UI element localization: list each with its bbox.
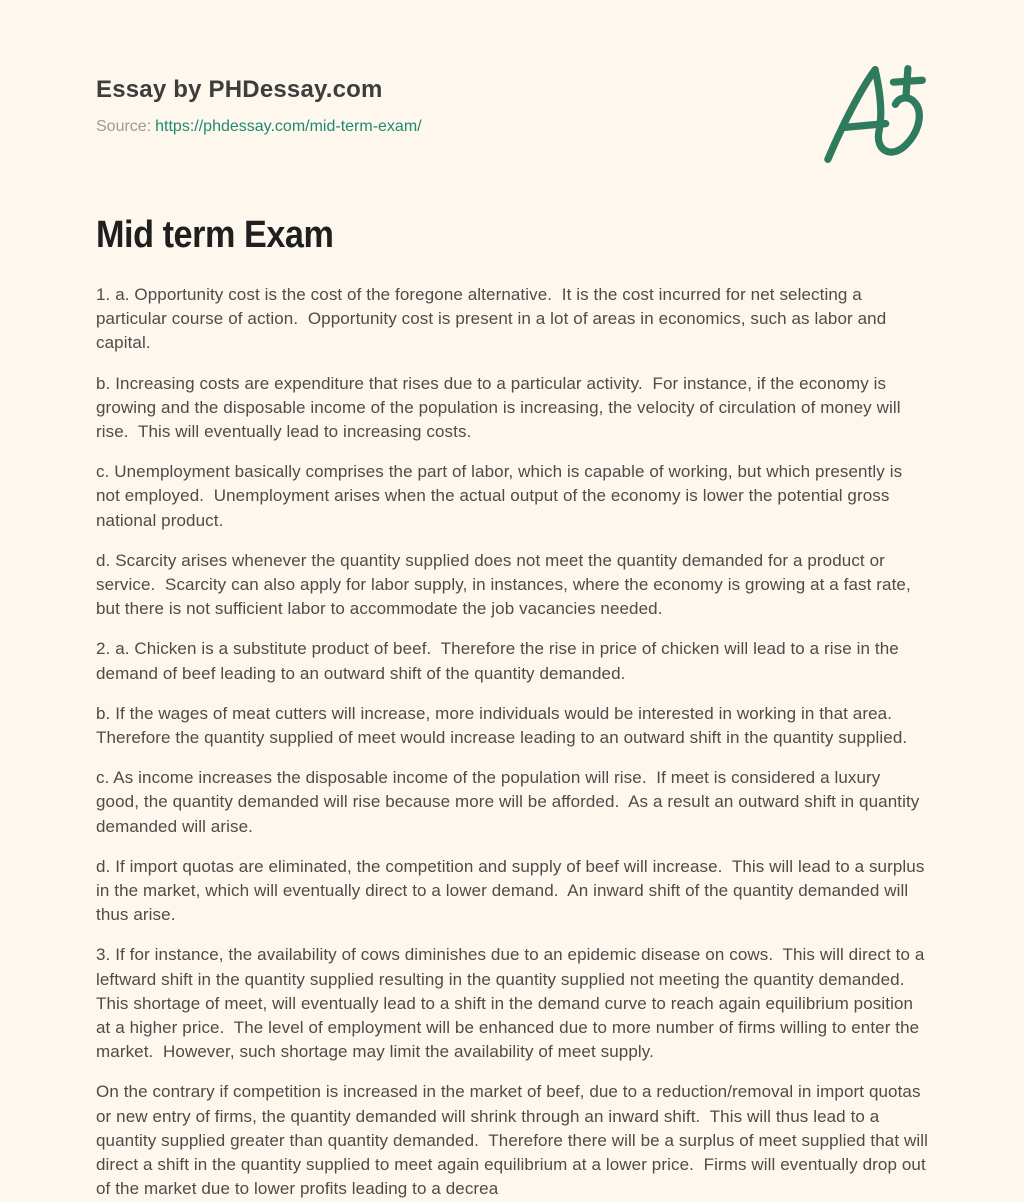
essay-paragraph: 2. a. Chicken is a substitute product of beef. Therefore the rise in price of chicken will lead to a rise in the demand of beef leading to an outward shift of the quantity demanded. xyxy=(96,639,904,683)
source-line xyxy=(96,118,928,136)
phdessay-logo xyxy=(824,62,932,166)
essay-paragraph: d. If import quotas are eliminated, the competition and supply of beef will increase. This will lead to a surplus in the market, which will eventually direct to a lower demand. An inward shift of the quantity demanded will thus arise. xyxy=(96,856,930,925)
essay-paragraph: c. Unemployment basically comprises the part of labor, which is capable of working, but which presently is not employed. Unemployment arises when the actual output of the economy is lower the potential gross national product. xyxy=(96,462,908,530)
site-header-title: Essay by PHDessay.com xyxy=(96,76,383,103)
essay-paragraph: 3. If for instance, the availability of cows diminishes due to an epidemic disease on cows. This will direct to a leftward shift in the quantity supplied resulting in the quantity supplied not meeting the quantity demanded. This shortage of meet, will eventually lead to a shift in the demand curve to reach again equilibrium position at a higher price. The level of employment will be enhanced due to more number of firms willing to enter the market. However, such shortage may limit the availability of meet supply. xyxy=(96,945,930,1062)
page-header xyxy=(96,0,928,136)
essay-title-text: Mid term Exam xyxy=(96,214,334,256)
essay-paragraph: b. If the wages of meat cutters will increase, more individuals would be interested in working in that area. Therefore the quantity supplied of meet would increase leading to an outward shift in the quantity supplied. xyxy=(96,703,908,748)
essay-paragraph: On the contrary if competition is increased in the market of beef, due to a reduction/removal in import quotas or new entry of firms, the quantity demanded will shrink through an inward shift. This will thus lead to a quantity supplied greater than quantity demanded. Therefore there will be a surplus of meet supplied that will direct a shift in the quantity supplied to meet again equilibrium at a lower price. Firms will eventually drop out of the market due to lower profits leading to a decrea xyxy=(96,1082,933,1199)
essay-title xyxy=(96,214,928,257)
essay-paragraph: 1. a. Opportunity cost is the cost of the foregone alternative. It is the cost incurred for net selecting a particular course of action. Opportunity cost is present in a lot of areas in economics, such as labor and capital. xyxy=(96,285,892,353)
source-url-link[interactable]: https://phdessay.com/mid-term-exam/ xyxy=(155,118,422,135)
essay-body xyxy=(96,283,933,1202)
source-label: Source: xyxy=(96,118,152,135)
essay-paragraph: b. Increasing costs are expenditure that rises due to a particular activity. For instance, if the economy is growing and the disposable income of the population is increasing, the velocity of circulation of money will rise. This will eventually lead to increasing costs. xyxy=(96,373,906,442)
essay-paragraph: c. As income increases the disposable income of the population will rise. If meet is considered a luxury good, the quantity demanded will rise because more will be afforded. As a result an outward shift in quantity demanded will arise. xyxy=(96,768,925,836)
a-plus-icon xyxy=(824,153,932,170)
essay-paragraph: d. Scarcity arises whenever the quantity supplied does not meet the quantity demanded for a product or service. Scarcity can also apply for labor supply, in instances, where the economy is growing at a fast rate, but there is not sufficient labor to accommodate the job vacancies needed. xyxy=(96,550,916,619)
